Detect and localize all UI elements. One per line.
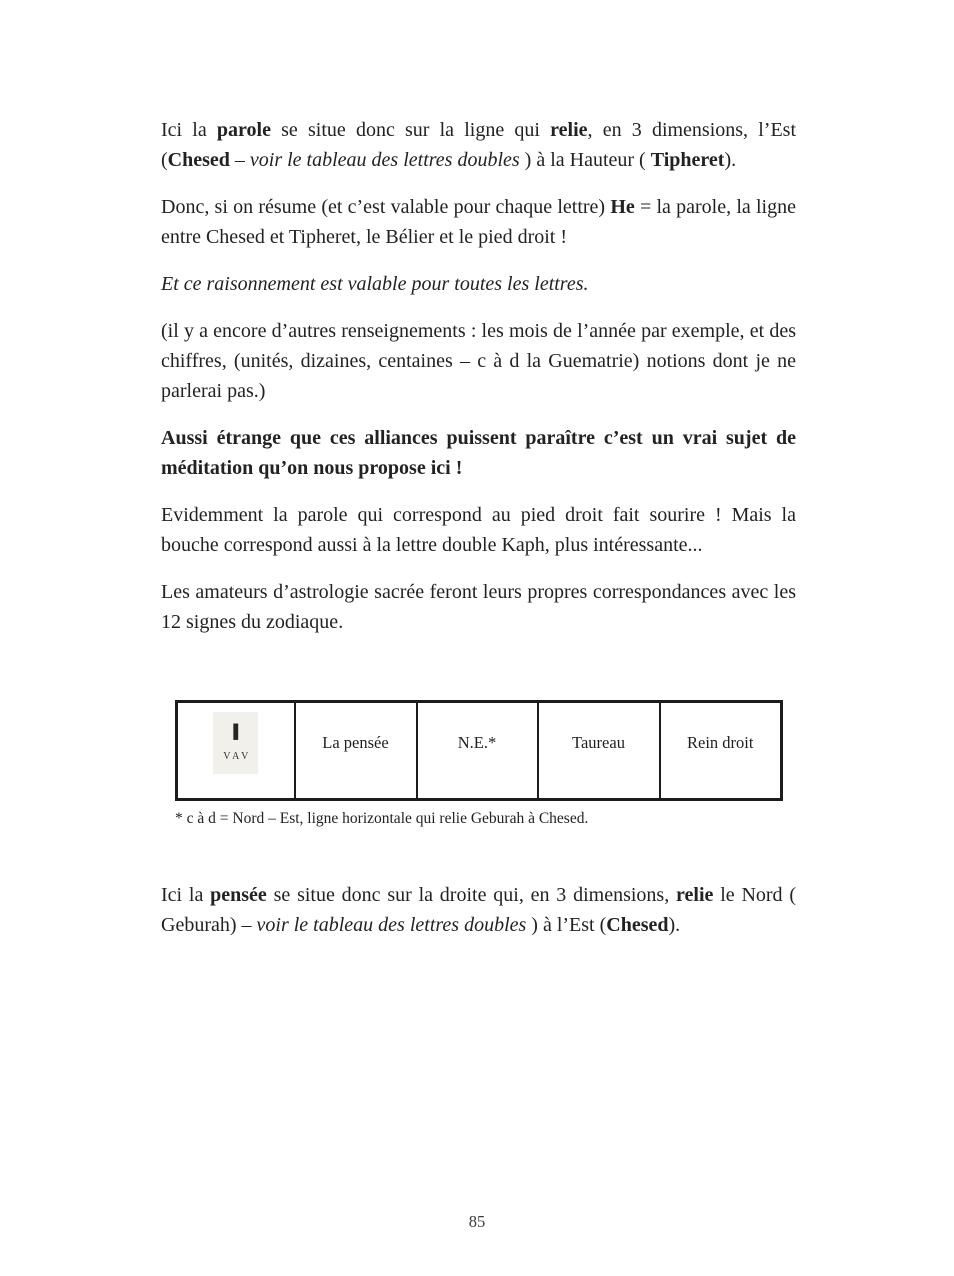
table-cell-vav <box>177 702 295 800</box>
vav-table <box>175 700 783 801</box>
paragraph-alliances <box>161 423 796 483</box>
text-run: voir le tableau des lettres doubles <box>249 149 520 171</box>
paragraph-renseignements <box>161 316 796 406</box>
text-run: se situe donc sur la ligne qui <box>270 119 551 141</box>
text-run: Ici la <box>161 119 217 141</box>
text-run: relie <box>550 119 588 141</box>
text-run: Tipheret <box>650 149 725 171</box>
hebrew-vav-glyph: ו <box>230 712 241 748</box>
text-run: = la parole, la ligne entre Chesed et Tipheret, le Bélier et le pied droit ! <box>161 196 796 248</box>
vav-caption: VAV <box>223 750 252 762</box>
correspondence-table <box>175 700 796 801</box>
table-footnote: * c à d = Nord – Est, ligne horizontale qui relie Geburah à Chesed. <box>175 810 589 827</box>
text-run: ). <box>668 914 681 936</box>
text-run: le Nord ( Geburah) – <box>161 884 797 936</box>
text-run: relie <box>676 884 714 906</box>
text-run: – <box>229 149 250 171</box>
table-cell-taureau: Taureau <box>538 702 660 800</box>
table-cell-rein-droit: Rein droit <box>660 702 782 800</box>
text-run: (il y a encore d’autres renseignements : les mois de l’année par exemple, et des chiffres, (unités, dizaines, centaines – c à d la Guematrie) notions dont je ne parlerai pas.) <box>161 320 796 402</box>
text-run: Ici la <box>161 884 211 906</box>
text-run: Chesed <box>606 914 669 936</box>
paragraph-resume <box>161 192 796 252</box>
text-run: ). <box>724 149 737 171</box>
text-column <box>161 115 796 957</box>
table-cell-la-pensee: La pensée <box>295 702 417 800</box>
vav-letter-figure <box>213 712 258 774</box>
table-cell-ne: N.E.* <box>417 702 538 800</box>
text-run: Donc, si on résume (et c’est valable pour chaque lettre) <box>161 196 611 218</box>
paragraph-amateurs <box>161 577 796 637</box>
text-run: ) à l’Est ( <box>526 914 607 936</box>
table-row <box>177 702 782 800</box>
text-run: Chesed <box>167 149 230 171</box>
page-number: 85 <box>468 1212 486 1231</box>
text-run: Et ce raisonnement est valable pour toutes les lettres. <box>161 273 589 295</box>
text-run: , en 3 dimensions, l’Est ( <box>161 119 797 171</box>
text-run: pensée <box>210 884 267 906</box>
text-run: Les amateurs d’astrologie sacrée feront leurs propres correspondances avec les 12 signes du zodiaque. <box>161 581 796 633</box>
text-run: He <box>610 196 635 218</box>
text-run: se situe donc sur la droite qui, en 3 dimensions, <box>266 884 677 906</box>
text-run: Evidemment la parole qui correspond au pied droit fait sourire ! Mais la bouche correspond aussi à la lettre double Kaph, plus intéressante... <box>161 504 796 556</box>
paragraph-parole <box>161 115 796 175</box>
text-run: voir le tableau des lettres doubles <box>256 914 527 936</box>
paragraph-evidemment <box>161 500 796 560</box>
text-run: parole <box>216 119 271 141</box>
text-run: ) à la Hauteur ( <box>519 149 651 171</box>
paragraph-raisonnement <box>161 269 796 299</box>
paragraph-pensee <box>161 880 796 940</box>
text-run: Aussi étrange que ces alliances puissent paraître c’est un vrai sujet de méditation qu’on nous propose ici ! <box>161 427 796 479</box>
